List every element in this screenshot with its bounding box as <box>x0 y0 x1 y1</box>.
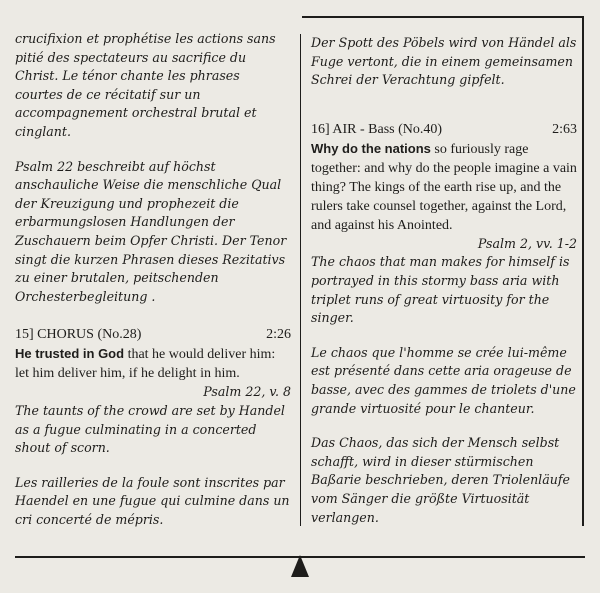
track-16-heading <box>311 120 577 139</box>
track-16-duration: 2:63 <box>552 121 577 137</box>
french-continuation-text: crucifixion et prophétise les actions sans pitié des spectateurs au sacrifice du Christ. Le ténor chante les phrases courtes de ce récitatif sur un accompagnement orchestral brutal et cinglant. <box>15 31 276 139</box>
right-column <box>311 34 577 527</box>
track-16-lyric <box>311 139 577 235</box>
track-15-duration: 2:26 <box>266 327 291 343</box>
track-16-english-note: The chaos that man makes for himself is portrayed in this stormy bass aria with triplet runs of great virtuosity for the singer. <box>311 254 570 326</box>
track-16-german-note: Das Chaos, das sich der Mensch selbst schafft, wird in dieser stürmischen Baßarie beschrieben, deren Triolenläufe vom Sänger die größte Virtuosität verlangen. <box>311 435 570 525</box>
track-15-lyric-incipit: He trusted in God <box>15 346 125 362</box>
track-16-lyric-text: so furiously rage together: and why do the people imagine a vain thing? The kings of the earth rise up, and the rulers take counsel together, against the Lord, and against his Anointed. <box>311 141 577 233</box>
track-15-lyric <box>15 344 291 383</box>
track-15-label: 15] CHORUS (No.28) <box>15 327 142 343</box>
triangle-marker-icon <box>291 555 309 577</box>
german-continuation-text-right: Der Spott des Pöbels wird von Händel als Fuge vertont, die in einem gemeinsamen Schrei der Verachtung gipfelt. <box>311 35 577 88</box>
track-15-french-note: Les railleries de la foule sont inscrites par Haendel en une fugue qui culmine dans un cri concerté de mépris. <box>15 474 290 527</box>
track-15-reference: Psalm 22, v. 8 <box>203 384 291 400</box>
track-15-lyric-text: that he would deliver him: let him deliver him, if he delight in him. <box>15 347 276 382</box>
frame-right-rule <box>582 16 584 526</box>
frame-top-rule <box>302 16 584 18</box>
track-16-label: 16] AIR - Bass (No.40) <box>311 121 443 137</box>
track-15-heading <box>15 325 291 344</box>
track-16-reference: Psalm 2, vv. 1-2 <box>477 235 577 251</box>
track-16-french-note: Le chaos que l'homme se crée lui-même est présenté dans cette aria orageuse de basse, avec des gammes de triolets d'une grande virtuosité pour le chanteur. <box>311 344 576 416</box>
column-divider <box>300 34 301 526</box>
track-15-english-note: The taunts of the crowd are set by Handel as a fugue culminating in a concerted shout of scorn. <box>15 402 285 456</box>
german-continuation-text: Psalm 22 beschreibt auf höchst anschauliche Weise die menschliche Qual der Kreuzigung und prophezeit die erbarmungslosen Handlungen der Zuschauern beim Opfer Christi. Der Tenor singt die kurzen Phrasen dieses Rezitativs zu einer brutalen, peitschenden Orchesterbegleitung . <box>15 158 287 304</box>
left-column <box>15 30 291 529</box>
track-16-lyric-incipit: Why do the nations <box>311 140 431 156</box>
